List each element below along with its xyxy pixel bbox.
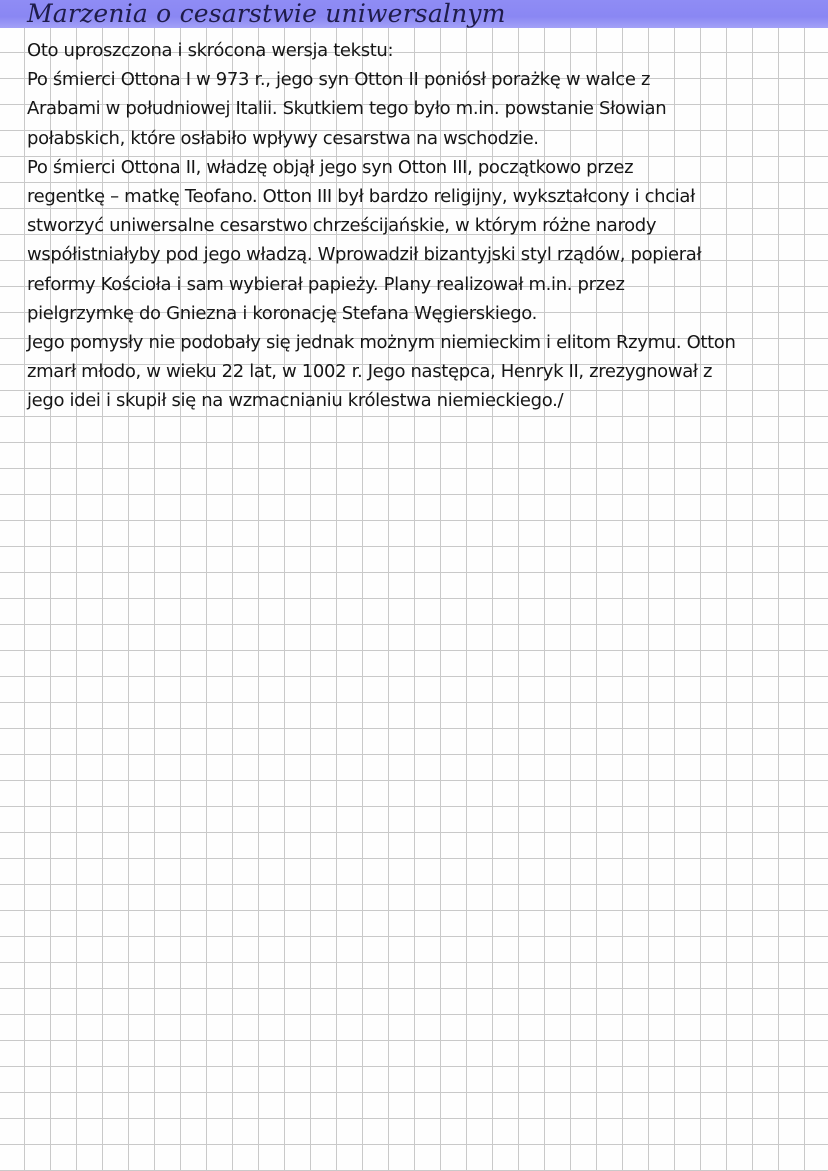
text-line: Po śmierci Ottona II, władzę objął jego syn Otton III, początkowo przez — [27, 156, 634, 178]
text-line: zmarł młodo, w wieku 22 lat, w 1002 r. Jego następca, Henryk II, zrezygnował z — [27, 361, 713, 383]
text-line: współistniałyby pod jego władzą. Wprowadził bizantyjski styl rządów, popierał — [27, 244, 702, 266]
note-body — [27, 36, 822, 416]
text-line: jego idei i skupił się na wzmacnianiu królestwa niemieckiego./ — [27, 390, 564, 412]
text-line: Oto uproszczona i skrócona wersja tekstu: — [27, 40, 394, 61]
text-line: Arabami w południowej Italii. Skutkiem tego było m.in. powstanie Słowian — [27, 98, 667, 120]
text-line: Po śmierci Ottona I w 973 r., jego syn Otton II poniósł porażkę w walce z — [27, 69, 651, 91]
text-line: stworzyć uniwersalne cesarstwo chrześcijańskie, w którym różne narody — [27, 215, 657, 237]
text-line: reformy Kościoła i sam wybierał papieży. Plany realizował m.in. przez — [27, 273, 625, 295]
text-line: pielgrzymkę do Gniezna i koronację Stefana Węgierskiego. — [27, 302, 538, 324]
page-title: Marzenia o cesarstwie uniwersalnym — [27, 0, 506, 28]
text-line: połabskich, które osłabiło wpływy cesarstwa na wschodzie. — [27, 127, 539, 149]
text-line: Jego pomysły nie podobały się jednak możnym niemieckim i elitom Rzymu. Otton — [27, 332, 736, 354]
text-line: regentkę – matkę Teofano. Otton III był bardzo religijny, wykształcony i chciał — [27, 186, 695, 208]
